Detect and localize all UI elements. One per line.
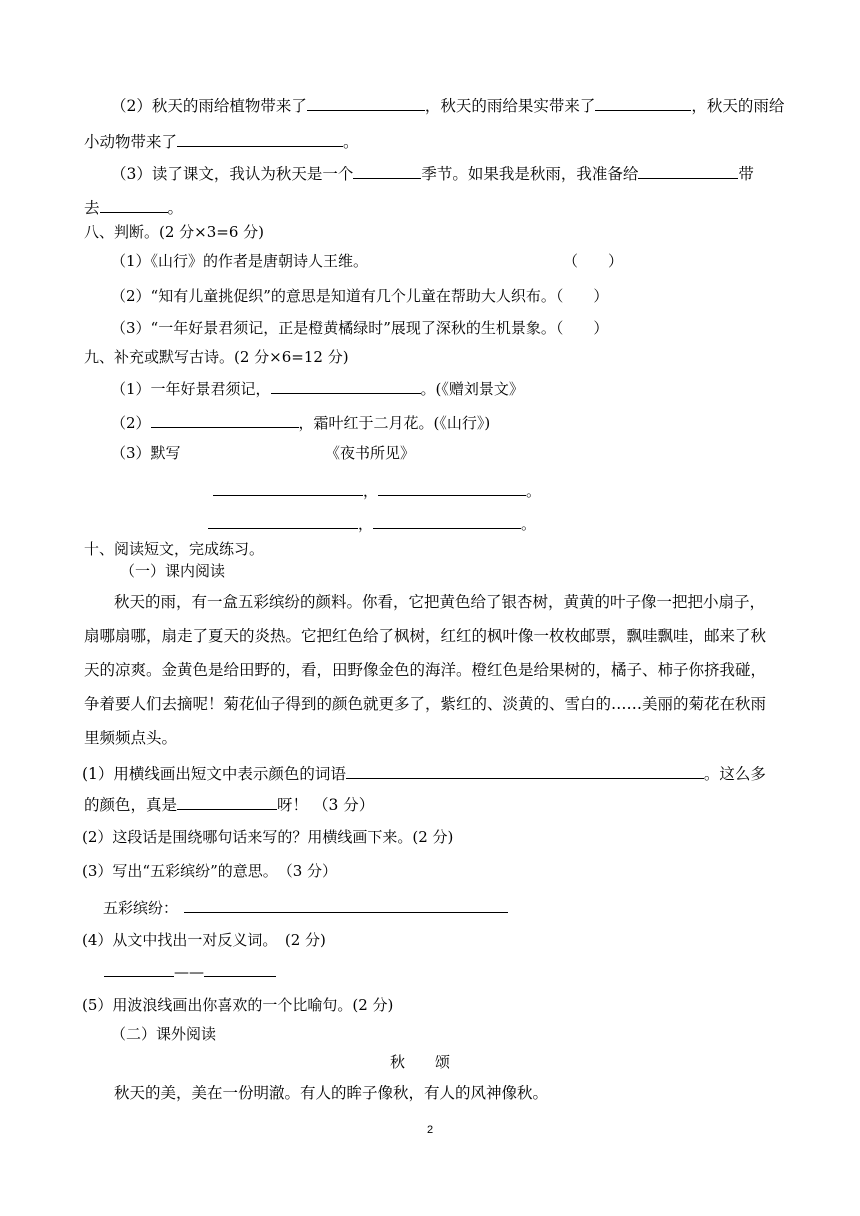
q10-2: (2）这段话是围绕哪句话来写的？用横线画下来。(2 分) <box>82 828 454 846</box>
passage-line-5: 里频频点头。 <box>84 729 178 747</box>
answer-blank[interactable] <box>213 479 363 496</box>
q10-4-answer: —— <box>104 960 276 982</box>
answer-blank[interactable] <box>208 512 358 529</box>
page-number: 2 <box>426 1124 434 1136</box>
q9-recite-line2: ， 。 <box>208 512 536 534</box>
q9-recite-line1: ， 。 <box>213 479 541 501</box>
q8-item1-paren[interactable]: （ ） <box>563 252 624 270</box>
answer-blank[interactable] <box>177 130 343 147</box>
q9-item2: （2） ，霜叶红于二月花。(《山行》) <box>111 411 490 433</box>
answer-blank[interactable] <box>177 793 277 810</box>
q10-1-line1: (1）用横线画出短文中表示颜色的词语 。这么多 <box>82 762 766 784</box>
q8-item2: （2）“知有儿童挑促织”的意思是知道有几个儿童在帮助大人织布。（ ） <box>111 287 609 305</box>
poem-title-autumn: 秋 颂 <box>390 1053 451 1071</box>
answer-blank[interactable] <box>373 512 521 529</box>
answer-blank[interactable] <box>100 196 168 213</box>
q7-item2-line2: 小动物带来了 。 <box>84 130 359 152</box>
passage-line-3: 天的凉爽。金黄色是给田野的，看，田野像金色的海洋。橙红色是给果树的，橘子、柿子你挤我碰， <box>84 661 767 679</box>
q8-title: 八、判断。(2 分×3=6 分) <box>84 223 265 241</box>
passage-line-4: 争着要人们去摘呢！菊花仙子得到的颜色就更多了，紫红的、淡黄的、雪白的……美丽的菊花在秋雨 <box>84 695 767 713</box>
part2-title: （二）课外阅读 <box>111 1025 217 1043</box>
q10-title: 十、阅读短文，完成练习。 <box>84 540 265 558</box>
q10-3-answer: 五彩缤纷： <box>103 896 508 918</box>
poem-title-night: 《夜书所见》 <box>325 444 416 462</box>
answer-blank[interactable] <box>271 377 421 394</box>
answer-blank[interactable] <box>378 479 526 496</box>
answer-blank[interactable] <box>184 896 508 913</box>
answer-blank[interactable] <box>638 162 738 179</box>
part2-first-line: 秋天的美，美在一份明澈。有人的眸子像秋，有人的风神像秋。 <box>114 1084 549 1102</box>
answer-blank[interactable] <box>151 411 299 428</box>
q9-item1: （1）一年好景君须记， 。(《赠刘景文》 <box>111 377 524 399</box>
answer-blank[interactable] <box>595 94 691 111</box>
q7-item2-line1: （2）秋天的雨给植物带来了 ，秋天的雨给果实带来了 ，秋天的雨给 <box>111 94 784 116</box>
passage-line-2: 扇哪扇哪，扇走了夏天的炎热。它把红色给了枫树，红红的枫叶像一枚枚邮票，飘哇飘哇，邮来了秋 <box>84 627 767 645</box>
q9-title: 九、补充或默写古诗。(2 分×6=12 分) <box>84 348 349 366</box>
q10-4: (4）从文中找出一对反义词。 (2 分) <box>82 931 326 949</box>
q8-item1: （1）《山行》的作者是唐朝诗人王维。 <box>111 252 369 270</box>
q10-1-line2: 的颜色，真是 呀！ （3 分） <box>84 793 374 815</box>
answer-blank[interactable] <box>353 162 421 179</box>
q10-5: (5）用波浪线画出你喜欢的一个比喻句。(2 分) <box>82 996 394 1014</box>
q7-item3-line2: 去 。 <box>84 196 183 218</box>
answer-blank[interactable] <box>346 762 704 779</box>
q10-3: (3）写出“五彩缤纷”的意思。 （3 分） <box>82 862 338 880</box>
answer-blank[interactable] <box>204 960 276 977</box>
passage-line-1: 秋天的雨，有一盒五彩缤纷的颜料。你看，它把黄色给了银杏树，黄黄的叶子像一把把小扇子， <box>114 593 766 611</box>
part1-title: （一）课内阅读 <box>120 562 226 580</box>
answer-blank[interactable] <box>104 960 174 977</box>
answer-blank[interactable] <box>307 94 425 111</box>
q8-item3: （3）“一年好景君须记，正是橙黄橘绿时”展现了深秋的生机景象。（ ） <box>111 319 609 337</box>
q9-item3: （3）默写 <box>111 444 181 462</box>
q7-item3-line1: （3）读了课文，我认为秋天是一个 季节。如果我是秋雨，我准备给 带 <box>111 162 754 184</box>
